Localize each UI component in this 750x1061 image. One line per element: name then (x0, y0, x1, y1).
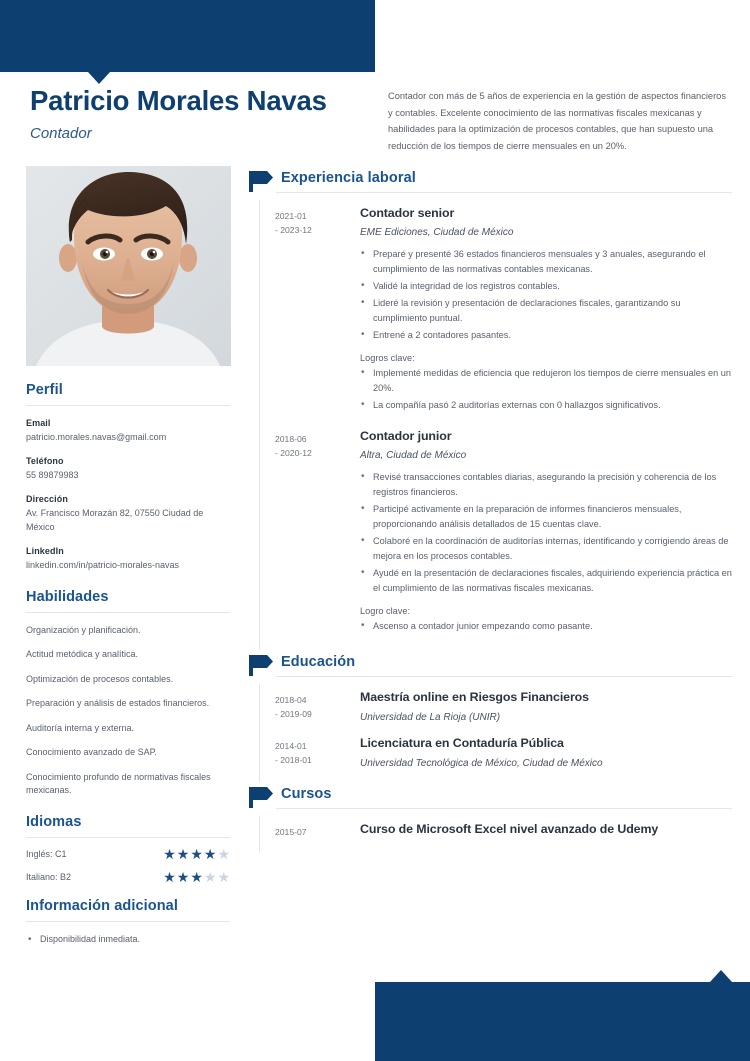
experience-entry (248, 429, 732, 650)
section-header (246, 166, 732, 196)
date-end: - 2018-01 (275, 755, 312, 766)
list-item: Conocimiento profundo de normativas fiscales mexicanas. (26, 771, 211, 796)
avatar (26, 166, 231, 366)
rating-stars-ingles (163, 847, 230, 861)
list-item: • Ascenso a contador junior empezando como pasante. (360, 619, 732, 634)
list-item: Conocimiento avanzado de SAP. (26, 747, 157, 758)
courses-timeline (248, 816, 732, 853)
entry-bullets (360, 247, 732, 342)
course-entry (248, 822, 732, 853)
resume-header (0, 84, 750, 156)
list-item: • Participé activamente en la preparación de informes financieros mensuales, proporcionando análisis detallados de 15 cuentas clave. (360, 502, 732, 532)
entry-dates (248, 822, 356, 839)
contact-item-linkedin (26, 546, 230, 573)
list-item: • La compañía pasó 2 auditorías externas con 0 hallazgos significativos. (360, 398, 732, 413)
entry-achievements (360, 366, 732, 413)
header-identity (30, 84, 380, 142)
list-item: • Validé la integridad de los registros contables. (360, 279, 732, 294)
list-item: Preparación y análisis de estados financieros. (26, 698, 210, 709)
school-name: Universidad de La Rioja (UNIR) (360, 712, 501, 724)
contact-item-address (26, 494, 230, 535)
education-timeline (248, 684, 732, 782)
entry-dates (248, 690, 356, 723)
section-educacion (248, 650, 732, 782)
course-title: Curso de Microsoft Excel nivel avanzado de Udemy (360, 822, 659, 837)
achievements-label: Logros clave: (360, 353, 415, 364)
date-start: 2021-01 (275, 211, 307, 221)
section-title: Experiencia laboral (276, 170, 732, 193)
section-heading-idiomas: Idiomas (26, 814, 230, 838)
flag-icon (246, 166, 276, 196)
date-start: 2015-07 (275, 827, 307, 838)
list-item: • Ayudé en la presentación de declaraciones fiscales, adquiriendo experiencia práctica en el cumplimiento de las normativas fiscales mexicanas. (360, 566, 732, 596)
achievements-label: Logro clave: (360, 606, 411, 617)
section-heading-habilidades: Habilidades (26, 589, 230, 613)
bottom-banner-decoration (375, 982, 750, 1061)
section-cursos (248, 782, 732, 853)
additional-list (26, 933, 230, 947)
education-entry (248, 736, 732, 782)
section-heading-perfil: Perfil (26, 382, 230, 406)
page-title: Patricio Morales Navas (30, 85, 327, 116)
sidebar (0, 166, 248, 952)
contact-value[interactable]: linkedin.com/in/patricio-morales-navas (26, 559, 180, 570)
header-summary (380, 84, 728, 154)
entry-dates (248, 429, 356, 636)
job-title: Contador (30, 125, 92, 143)
section-heading-informacion-adicional: Información adicional (26, 898, 230, 922)
entry-body (356, 429, 732, 636)
degree-title: Maestría online en Riesgos Financieros (360, 690, 589, 705)
skill-list (26, 624, 230, 798)
section-idiomas (26, 814, 230, 884)
date-end: - 2023-12 (275, 225, 312, 236)
list-item (26, 870, 230, 884)
contact-value[interactable]: patricio.morales.navas@gmail.com (26, 432, 167, 442)
list-item: Optimización de procesos contables. (26, 673, 174, 684)
star-icon: ★ (163, 845, 176, 862)
star-icon: ★ (217, 868, 230, 885)
entry-organization: Altra, Ciudad de México (360, 450, 467, 462)
contact-label: Teléfono (26, 455, 64, 466)
section-header (246, 650, 732, 680)
resume-body (0, 166, 750, 952)
entry-organization: EME Ediciones, Ciudad de México (360, 227, 514, 238)
entry-body (356, 822, 732, 839)
star-icon: ★ (176, 868, 190, 885)
entry-dates (248, 736, 356, 769)
flag-icon (246, 650, 276, 680)
date-end: - 2020-12 (275, 448, 312, 459)
school-name: Universidad Tecnológica de México, Ciudad de México (360, 758, 603, 770)
star-icon: ★ (163, 868, 176, 885)
profile-photo-graphic (26, 166, 231, 366)
entry-dates (248, 206, 356, 415)
experience-entry (248, 206, 732, 429)
section-title: Educación (276, 654, 732, 677)
language-label: Inglés: C1 (26, 848, 67, 859)
star-icon: ★ (203, 868, 217, 885)
star-icon: ★ (190, 868, 203, 885)
flag-icon (246, 782, 276, 812)
experience-timeline (248, 200, 732, 650)
entry-achievements (360, 619, 732, 634)
contact-list (26, 418, 230, 573)
section-informacion-adicional (26, 898, 230, 947)
list-item: • Colaboré en la coordinación de auditorías internas, identificando y corrigiendo áreas de mejora en los procesos contables. (360, 534, 732, 564)
entry-bullets (360, 470, 732, 595)
list-item (26, 847, 230, 861)
date-start: 2018-06 (275, 434, 307, 445)
list-item: Auditoría interna y externa. (26, 722, 135, 733)
entry-body (356, 206, 732, 415)
entry-role: Contador junior (360, 429, 452, 444)
professional-summary: Contador con más de 5 años de experiencia en la gestión de aspectos financieros y contables. Excelente conocimiento de las normativas fiscales mexicanas y habilidades para la optimización de procesos contables, que han supuesto una reducción de los tiempos de cierre mensuales en un 20%. (388, 91, 727, 151)
contact-label: Dirección (26, 493, 68, 504)
entry-body (356, 736, 732, 769)
language-list (26, 847, 230, 884)
entry-body (356, 690, 732, 723)
section-title: Cursos (276, 786, 732, 809)
star-icon: ★ (217, 845, 230, 862)
contact-item-phone (26, 456, 230, 483)
star-icon: ★ (176, 845, 190, 862)
top-banner-decoration (0, 0, 375, 72)
section-experiencia-laboral (248, 166, 732, 650)
list-item: • Lideré la revisión y presentación de declaraciones fiscales, garantizando su cumplimiento puntual. (360, 296, 732, 326)
contact-value[interactable]: 55 89879983 (26, 469, 79, 480)
contact-label: LinkedIn (26, 545, 64, 556)
date-start: 2018-04 (275, 695, 307, 706)
section-perfil (26, 382, 230, 573)
degree-title: Licenciatura en Contaduría Pública (360, 736, 564, 751)
list-item: • Implementé medidas de eficiencia que redujeron los tiempos de cierre mensuales en un 20%. (360, 366, 732, 396)
date-start: 2014-01 (275, 741, 307, 752)
list-item: • Revisé transacciones contables diarias, asegurando la precisión y coherencia de los registros financieros. (360, 470, 732, 500)
list-item: Organización y planificación. (26, 624, 141, 635)
entry-role: Contador senior (360, 206, 455, 220)
list-item: Actitud metódica y analítica. (26, 649, 139, 660)
education-entry (248, 690, 732, 736)
list-item: • Entrené a 2 contadores pasantes. (360, 328, 732, 343)
star-icon: ★ (190, 845, 203, 862)
contact-item-email (26, 418, 230, 445)
date-end: - 2019-09 (275, 709, 312, 720)
section-habilidades (26, 589, 230, 798)
rating-stars-italiano (163, 870, 230, 884)
language-label: Italiano: B2 (26, 871, 72, 882)
main-content (248, 166, 750, 853)
contact-value: Av. Francisco Morazán 82, 07550 Ciudad de México (26, 507, 204, 532)
section-header (246, 782, 732, 812)
list-item: • Preparé y presenté 36 estados financieros mensuales y 3 anuales, asegurando el cumplimiento de las normativas contables mexicanas. (360, 247, 732, 277)
contact-label: Email (26, 418, 51, 428)
list-item: • Disponibilidad inmediata. (26, 933, 230, 947)
star-icon: ★ (203, 845, 217, 862)
